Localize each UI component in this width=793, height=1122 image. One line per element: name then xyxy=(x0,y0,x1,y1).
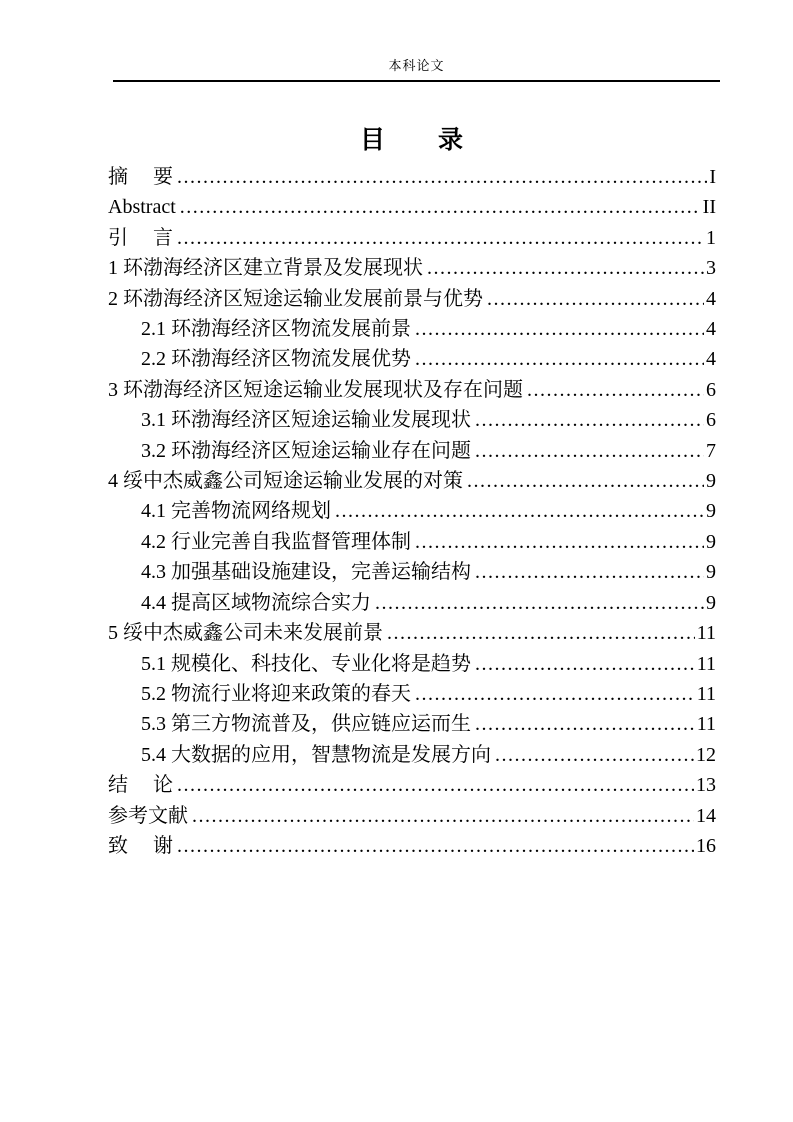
toc-entry xyxy=(108,679,716,709)
dot-leader xyxy=(177,162,707,192)
toc-entry xyxy=(108,588,716,618)
toc-entry-page-number: 16 xyxy=(696,834,716,857)
dot-leader xyxy=(427,253,704,283)
toc-entry-label: 2.2 环渤海经济区物流发展优势 xyxy=(141,348,411,371)
toc-entry-label: 5 绥中杰威鑫公司未来发展前景 xyxy=(108,622,383,645)
toc-entry-page-number: 9 xyxy=(706,470,716,493)
toc-entry-page-number: 4 xyxy=(706,318,716,341)
toc-entry xyxy=(108,223,716,253)
dot-leader xyxy=(475,649,695,679)
toc-entry-label: 2.1 环渤海经济区物流发展前景 xyxy=(141,318,411,341)
dot-leader xyxy=(487,284,704,314)
toc-entry-label: 致 谢 xyxy=(108,834,173,857)
running-header-text: 本科论文 xyxy=(388,58,445,73)
toc-entry-label: 结 论 xyxy=(108,774,173,797)
toc-entry-label: 5.2 物流行业将迎来政策的春天 xyxy=(141,682,411,705)
dot-leader xyxy=(387,618,695,648)
toc-entry-label: 4.2 行业完善自我监督管理体制 xyxy=(141,530,411,553)
toc-entry-label: 4 绥中杰威鑫公司短途运输业发展的对策 xyxy=(108,470,463,493)
toc-entry xyxy=(108,649,716,679)
dot-leader xyxy=(180,192,701,222)
toc-entry xyxy=(108,618,716,648)
dot-leader xyxy=(475,709,695,739)
toc-entry-label: 4.1 完善物流网络规划 xyxy=(141,500,331,523)
toc-entry-page-number: 11 xyxy=(696,713,716,736)
toc-entry-page-number: 13 xyxy=(696,774,716,797)
toc-entry-page-number: 11 xyxy=(696,652,716,675)
toc-entry-page-number: 9 xyxy=(706,530,716,553)
dot-leader xyxy=(375,588,704,618)
toc-entry-label: 4.4 提高区域物流综合实力 xyxy=(141,591,371,614)
toc-entry xyxy=(108,709,716,739)
toc-entry-page-number: 11 xyxy=(696,682,716,705)
toc-entry xyxy=(108,527,716,557)
toc-entry-page-number: 9 xyxy=(706,500,716,523)
dot-leader xyxy=(177,770,694,800)
dot-leader xyxy=(177,831,694,861)
dot-leader xyxy=(415,679,695,709)
dot-leader xyxy=(415,344,704,374)
toc-entry xyxy=(108,405,716,435)
toc-entry xyxy=(108,314,716,344)
toc-entry-label: 3.1 环渤海经济区短途运输业发展现状 xyxy=(141,409,471,432)
toc-entry-page-number: 6 xyxy=(706,378,716,401)
toc-entry-label: 参考文献 xyxy=(108,804,188,827)
toc-entry xyxy=(108,466,716,496)
toc-entry-label: 4.3 加强基础设施建设，完善运输结构 xyxy=(141,561,471,584)
toc-entry-page-number: 14 xyxy=(696,804,716,827)
toc-entry-page-number: 4 xyxy=(706,348,716,371)
toc-entry-page-number: 7 xyxy=(706,439,716,462)
dot-leader xyxy=(335,496,704,526)
toc-entry-label: 2 环渤海经济区短途运输业发展前景与优势 xyxy=(108,287,483,310)
toc-entry-page-number: 6 xyxy=(706,409,716,432)
toc-entry xyxy=(108,375,716,405)
toc-entry-page-number: I xyxy=(709,166,716,188)
toc-entry xyxy=(108,801,716,831)
toc-entry xyxy=(108,496,716,526)
dot-leader xyxy=(495,740,694,770)
dot-leader xyxy=(527,375,704,405)
toc-entry-page-number: 11 xyxy=(696,622,716,645)
toc-entry xyxy=(108,344,716,374)
toc-entry-label: 3.2 环渤海经济区短途运输业存在问题 xyxy=(141,439,471,462)
toc-entry-label: 摘 要 xyxy=(108,166,173,188)
toc-entry-label: 5.1 规模化、科技化、专业化将是趋势 xyxy=(141,652,471,675)
toc-entry xyxy=(108,740,716,770)
toc-entry-page-number: 1 xyxy=(706,226,716,249)
toc-entry xyxy=(108,831,716,861)
toc-title: 目 录 xyxy=(359,126,464,154)
dot-leader xyxy=(475,436,704,466)
dot-leader xyxy=(475,405,704,435)
dot-leader xyxy=(177,223,704,253)
toc-entry-page-number: 12 xyxy=(696,743,716,766)
toc-entry xyxy=(108,192,716,222)
toc-entry-label: 1 环渤海经济区建立背景及发展现状 xyxy=(108,257,423,280)
toc-entry-label: Abstract xyxy=(108,196,176,219)
toc-entry xyxy=(108,770,716,800)
toc-entry-label: 3 环渤海经济区短途运输业发展现状及存在问题 xyxy=(108,378,523,401)
toc-entry xyxy=(108,284,716,314)
toc-entry-page-number: 4 xyxy=(706,287,716,310)
dot-leader xyxy=(467,466,704,496)
toc-entry-page-number: 9 xyxy=(706,561,716,584)
toc-list xyxy=(108,162,716,861)
dot-leader xyxy=(415,527,704,557)
page-header xyxy=(113,0,720,82)
dot-leader xyxy=(475,557,704,587)
toc-entry xyxy=(108,253,716,283)
toc-entry xyxy=(108,436,716,466)
toc-entry-label: 5.3 第三方物流普及，供应链应运而生 xyxy=(141,713,471,736)
toc-entry-page-number: 3 xyxy=(706,257,716,280)
toc-entry-label: 引 言 xyxy=(108,226,173,249)
toc-entry xyxy=(108,557,716,587)
toc-entry-label: 5.4 大数据的应用，智慧物流是发展方向 xyxy=(141,743,491,766)
toc-entry xyxy=(108,162,716,192)
toc-entry-page-number: 9 xyxy=(706,591,716,614)
dot-leader xyxy=(415,314,704,344)
dot-leader xyxy=(192,801,694,831)
toc-entry-page-number: II xyxy=(702,196,716,219)
